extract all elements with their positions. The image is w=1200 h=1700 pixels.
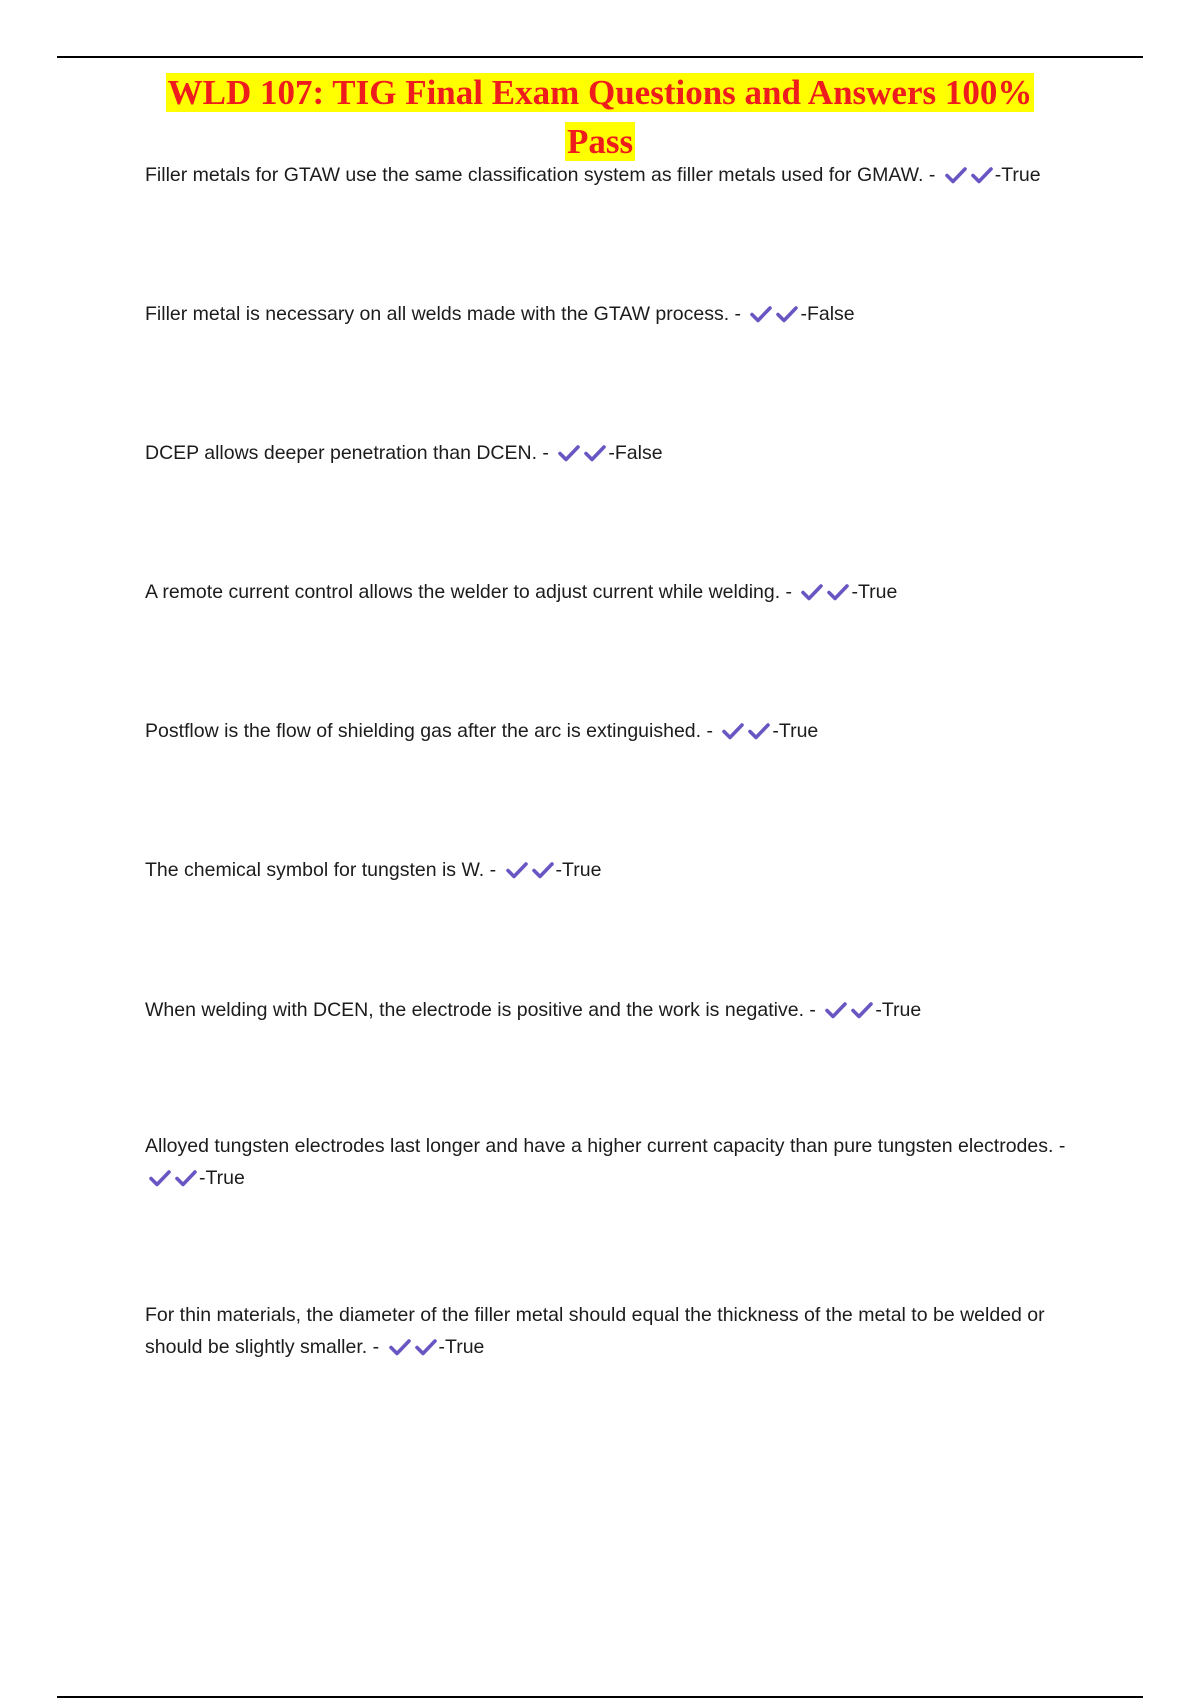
- checkmark-icon: [851, 1001, 873, 1019]
- qa-item-4: [145, 576, 1080, 608]
- top-rule: [57, 56, 1143, 58]
- document-title: WLD 107: TIG Final Exam Questions and Answers 100% Pass: [167, 73, 1033, 161]
- checkmark-icon: [175, 1169, 197, 1187]
- qa-item-9: [145, 1299, 1080, 1363]
- question-text: Filler metal is necessary on all welds made with the GTAW process. -: [145, 303, 742, 325]
- checkmark-icon: [506, 861, 528, 879]
- answer-text: -True: [994, 164, 1041, 186]
- answer-text: -True: [772, 720, 819, 742]
- checkmark-icon: [149, 1169, 171, 1187]
- question-text: For thin materials, the diameter of the filler metal should equal the thickness of the metal to be welded or should be slightly smaller. -: [145, 1304, 1045, 1358]
- question-text: The chemical symbol for tungsten is W. -: [145, 859, 497, 881]
- qa-item-7: [145, 994, 1080, 1026]
- checkmark-icon: [584, 444, 606, 462]
- qa-item-6: [145, 854, 1080, 886]
- qa-item-5: [145, 715, 1080, 747]
- checkmark-icon: [722, 722, 744, 740]
- answer-text: -True: [851, 581, 898, 603]
- question-text: Postflow is the flow of shielding gas after the arc is extinguished. -: [145, 720, 713, 742]
- question-text: A remote current control allows the welder to adjust current while welding. -: [145, 581, 793, 603]
- checkmark-icon: [801, 583, 823, 601]
- checkmark-icon: [389, 1338, 411, 1356]
- question-text: When welding with DCEN, the electrode is positive and the work is negative. -: [145, 999, 816, 1021]
- answer-text: -True: [438, 1336, 485, 1358]
- checkmark-icon: [748, 722, 770, 740]
- checkmark-icon: [558, 444, 580, 462]
- answer-text: -True: [875, 999, 922, 1021]
- bottom-rule: [57, 1696, 1143, 1698]
- checkmark-icon: [971, 166, 993, 184]
- qa-item-2: [145, 298, 1080, 330]
- checkmark-icon: [776, 305, 798, 323]
- qa-item-3: [145, 437, 1080, 469]
- checkmark-icon: [827, 583, 849, 601]
- qa-item-1: [145, 159, 1080, 191]
- checkmark-icon: [415, 1338, 437, 1356]
- checkmark-icon: [750, 305, 772, 323]
- question-text: Filler metals for GTAW use the same classification system as filler metals used for GMAW. -: [145, 164, 936, 186]
- checkmark-icon: [532, 861, 554, 879]
- title-block: [140, 72, 1060, 170]
- checkmark-icon: [825, 1001, 847, 1019]
- answer-text: -False: [608, 442, 663, 464]
- answer-text: -False: [800, 303, 855, 325]
- checkmark-icon: [945, 166, 967, 184]
- qa-item-8: [145, 1130, 1080, 1194]
- question-text: Alloyed tungsten electrodes last longer and have a higher current capacity than pure tungsten electrodes. -: [145, 1135, 1066, 1157]
- answer-text: -True: [555, 859, 602, 881]
- answer-text: -True: [199, 1167, 245, 1189]
- question-text: DCEP allows deeper penetration than DCEN. -: [145, 442, 549, 464]
